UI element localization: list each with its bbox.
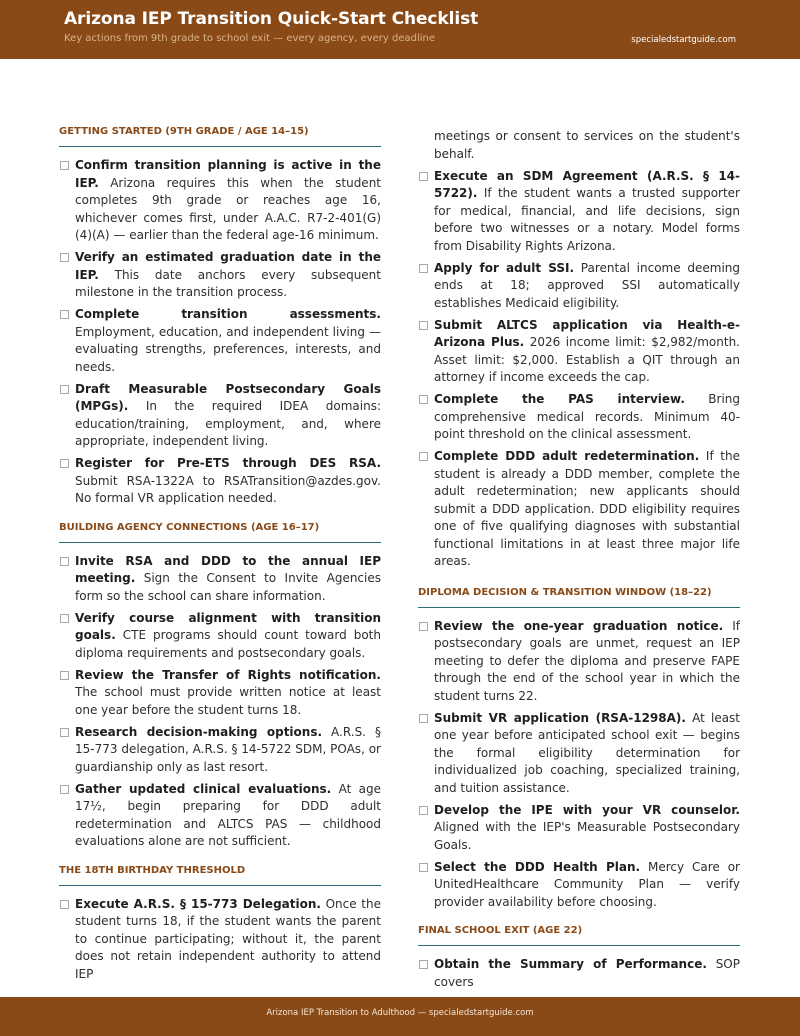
item-lead: Execute an SDM Agreement (A.R.S. § 14-5722).: [434, 168, 740, 200]
checklist-item[interactable]: [59, 781, 381, 851]
checklist-item[interactable]: [418, 317, 740, 387]
checkbox[interactable]: [419, 395, 428, 404]
item-lead: Invite RSA and DDD to the annual IEP meeting.: [75, 553, 381, 585]
checkbox[interactable]: [419, 172, 428, 181]
item-lead: Submit VR application (RSA-1298A).: [434, 710, 686, 725]
item-lead: Confirm transition planning is active in the IEP.: [75, 158, 381, 190]
item-text: 2026 income limit: $2,982/month. Asset limit: $2,000. Establish a QIT through an attorney if income exceeds the cap.: [434, 335, 740, 384]
item-lead: Obtain the Summary of Performance.: [434, 957, 707, 971]
item-lead: Review the one-year graduation notice.: [434, 618, 724, 633]
checklist-item[interactable]: [418, 859, 740, 912]
item-text: At age 17½, begin preparing for DDD adult redetermination and ALTCS PAS — childhood evaluations alone are not sufficient.: [75, 781, 381, 848]
page-header: [0, 0, 800, 59]
section-diploma-decision: [418, 579, 740, 912]
item-lead: Complete DDD adult redetermination.: [434, 449, 700, 463]
checkbox[interactable]: [419, 622, 428, 631]
checklist-item[interactable]: [59, 610, 381, 663]
checklist-item[interactable]: [59, 667, 381, 720]
item-text: The school must provide written notice at least one year before the student turns 18.: [75, 685, 381, 717]
item-text: Employment, education, and independent living — evaluating strengths, preferences, interests, and needs.: [75, 324, 381, 374]
page-footer: [0, 997, 800, 1036]
left-column: [59, 118, 381, 989]
section-heading: GETTING STARTED (9TH GRADE / AGE 14–15): [59, 118, 381, 147]
item-text: Sign the Consent to Invite Agencies form so the school can share information.: [75, 571, 381, 603]
item-lead: Verify an estimated graduation date in the IEP.: [75, 250, 381, 282]
section-18th-birthday: [59, 857, 381, 984]
checkbox[interactable]: [419, 264, 428, 273]
right-column: [418, 128, 740, 997]
checklist-item[interactable]: [59, 553, 381, 606]
checkbox[interactable]: [60, 671, 69, 680]
checkbox[interactable]: [419, 452, 428, 461]
header-site-link[interactable]: specialedstartguide.com: [631, 35, 736, 45]
section-final-exit: [418, 917, 740, 991]
checklist-item[interactable]: [59, 306, 381, 376]
checklist-item[interactable]: [59, 724, 381, 777]
item-text: If the student wants a trusted supporter for medical, financial, and life decisions, sign before two witnesses or a notary. Model forms from Disability Rights Arizona.: [434, 186, 740, 253]
item-text: If postsecondary goals are unmet, request an IEP meeting to defer the diploma and preserve FAPE through the end of the school year in which the student turns 22.: [434, 618, 740, 703]
checklist-item[interactable]: [59, 455, 381, 508]
item-text: Parental income deeming ends at 18; approved SSI automatically establishes Medicaid eligibility.: [434, 260, 741, 310]
item-lead: Complete transition assessments.: [75, 307, 381, 321]
footer-text: Arizona IEP Transition to Adulthood — specialedstartguide.com: [266, 1008, 534, 1018]
section-heading: DIPLOMA DECISION & TRANSITION WINDOW (18–22): [418, 579, 740, 608]
item-text: Aligned with the IEP's Measurable Postsecondary Goals.: [434, 820, 740, 852]
item-lead: Review the Transfer of Rights notification.: [75, 667, 381, 682]
checkbox[interactable]: [60, 385, 69, 394]
item-text: Arizona requires this when the student completes 9th grade or reaches age 16, whichever comes first, under A.A.C. R7-2-401(G)(4)(A) — earlier than the federal age-16 minimum.: [75, 175, 381, 242]
section-heading: FINAL SCHOOL EXIT (AGE 22): [418, 917, 740, 946]
item-lead: Register for Pre-ETS through DES RSA.: [75, 456, 381, 470]
item-text: A.R.S. § 15-773 delegation, A.R.S. § 14-5722 SDM, POAs, or guardianship only as last resort.: [75, 724, 381, 774]
checklist-item[interactable]: [59, 381, 381, 451]
item-lead: Gather updated clinical evaluations.: [75, 781, 332, 796]
checkbox[interactable]: [60, 310, 69, 319]
section-getting-started: [59, 118, 381, 508]
checkbox[interactable]: [60, 785, 69, 794]
checkbox[interactable]: [60, 459, 69, 468]
page-subtitle: Key actions from 9th grade to school exit — every agency, every deadline: [64, 33, 436, 44]
checkbox[interactable]: [419, 863, 428, 872]
checkbox[interactable]: [419, 806, 428, 815]
section-heading: BUILDING AGENCY CONNECTIONS (AGE 16–17): [59, 514, 381, 543]
item-lead: Draft Measurable Postsecondary Goals (MPGs).: [75, 381, 381, 413]
item-text: Bring comprehensive medical records. Minimum 40-point threshold on the clinical assessment.: [434, 392, 740, 441]
checkbox[interactable]: [419, 714, 428, 723]
checkbox[interactable]: [60, 728, 69, 737]
item-lead: Select the DDD Health Plan.: [434, 859, 641, 874]
item-lead: Complete the PAS interview.: [434, 392, 685, 406]
checkbox[interactable]: [60, 900, 69, 909]
checklist-item[interactable]: [418, 956, 740, 991]
checkbox[interactable]: [419, 960, 428, 969]
checklist-item[interactable]: [59, 249, 381, 302]
continued-text: meetings or consent to services on the student's behalf.: [434, 129, 740, 161]
item-text: At least one year before anticipated school exit — begins the formal eligibility determination for individualized job coaching, specialized training, and tuition assistance.: [434, 710, 741, 795]
checkbox[interactable]: [60, 253, 69, 262]
item-lead: Develop the IPE with your VR counselor.: [434, 802, 740, 817]
checklist-item[interactable]: [418, 618, 740, 706]
checkbox[interactable]: [419, 321, 428, 330]
checklist-item[interactable]: [418, 802, 740, 855]
checklist-item[interactable]: [59, 896, 381, 984]
item-lead: Submit ALTCS application via Health-e-Arizona Plus.: [434, 317, 740, 349]
checklist-item[interactable]: [418, 260, 740, 313]
item-lead: Verify course alignment with transition goals.: [75, 610, 381, 642]
checkbox[interactable]: [60, 557, 69, 566]
checkbox[interactable]: [60, 614, 69, 623]
checklist-item[interactable]: [418, 448, 740, 571]
page-title: Arizona IEP Transition Quick-Start Checklist: [64, 9, 479, 29]
checklist-item[interactable]: [418, 168, 740, 256]
item-lead: Apply for adult SSI.: [434, 260, 575, 275]
item-text: This date anchors every subsequent milestone in the transition process.: [75, 267, 381, 299]
item-text: Once the student turns 18, if the student wants the parent to continue participating; without it, the parent does not retain independent authority to attend IEP: [75, 896, 381, 981]
checklist-item[interactable]: [59, 157, 381, 245]
item-text: If the student is already a DDD member, complete the adult redetermination; new applicants should submit a DDD application. DDD eligibility requires one of five qualifying diagnoses with substantial functional limitations in at least three major life areas.: [434, 449, 740, 568]
item-lead: Execute A.R.S. § 15-773 Delegation.: [75, 896, 321, 911]
section-heading: THE 18TH BIRTHDAY THRESHOLD: [59, 857, 381, 886]
item-text: In the required IDEA domains: education/training, employment, and, where appropriate, independent living.: [75, 399, 381, 448]
section-agency-connections: [59, 514, 381, 851]
checklist-item[interactable]: [418, 710, 740, 798]
checkbox[interactable]: [60, 161, 69, 170]
checklist-item[interactable]: [418, 391, 740, 444]
item-lead: Research decision-making options.: [75, 724, 323, 739]
item-text: CTE programs should count toward both diploma requirements and postsecondary goals.: [75, 628, 381, 660]
item-text: SOP covers: [434, 957, 740, 989]
item-text: Mercy Care or UnitedHealthcare Community Plan — verify provider availability before choosing.: [434, 859, 740, 909]
item-text: Submit RSA-1322A to RSATransition@azdes.gov. No formal VR application needed.: [75, 473, 381, 505]
